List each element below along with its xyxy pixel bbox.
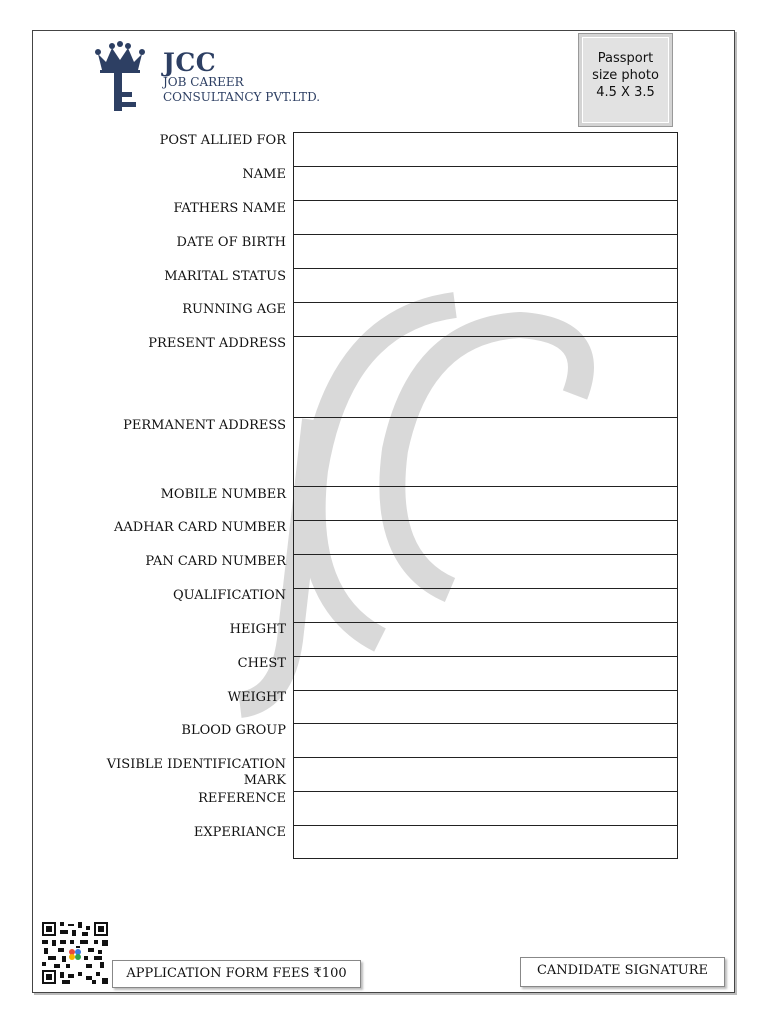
running-age-input[interactable]	[293, 302, 678, 336]
label-visible-identification-mark	[107, 757, 286, 789]
qr-code-icon	[42, 922, 108, 984]
photo-text-line1: Passport	[597, 51, 654, 66]
permanent-address-input[interactable]	[293, 417, 678, 486]
label-running-age: RUNNING AGE	[182, 302, 286, 317]
label-aadhar-card-number: AADHAR CARD NUMBER	[114, 520, 286, 535]
weight-input[interactable]	[293, 690, 678, 723]
logo-subtitle-line2: CONSULTANCY PVT.LTD.	[163, 90, 321, 104]
logo-title: JCC	[163, 48, 217, 77]
application-form-fees-button[interactable]: APPLICATION FORM FEES ₹100	[112, 960, 361, 988]
post-allied-for-input[interactable]	[293, 132, 678, 166]
label-weight: WEIGHT	[227, 690, 286, 705]
qualification-input[interactable]	[293, 588, 678, 622]
logo-subtitle-line1: JOB CAREER	[163, 75, 244, 89]
photo-text-line2: size photo	[592, 68, 659, 83]
label-name: NAME	[242, 167, 286, 182]
label-mobile-number: MOBILE NUMBER	[160, 487, 286, 502]
label-chest: CHEST	[237, 656, 286, 671]
label-marital-status: MARITAL STATUS	[164, 269, 286, 284]
name-input[interactable]	[293, 166, 678, 200]
blood-group-input[interactable]	[293, 723, 678, 757]
visible-identification-mark-input[interactable]	[293, 757, 678, 791]
marital-status-input[interactable]	[293, 268, 678, 302]
chest-input[interactable]	[293, 656, 678, 690]
label-present-address: PRESENT ADDRESS	[148, 336, 286, 351]
candidate-signature-button[interactable]: CANDIDATE SIGNATURE	[520, 957, 725, 987]
crown-key-icon	[94, 40, 146, 114]
label-visible-identification-line2: MARK	[243, 773, 286, 788]
label-height: HEIGHT	[229, 622, 286, 637]
label-pan-card-number: PAN CARD NUMBER	[145, 554, 286, 569]
photo-text-line3: 4.5 X 3.5	[596, 85, 655, 100]
label-post-allied-for: POST ALLIED FOR	[159, 133, 286, 148]
passport-photo-box[interactable]	[578, 33, 673, 127]
fathers-name-input[interactable]	[293, 200, 678, 234]
pan-card-number-input[interactable]	[293, 554, 678, 588]
present-address-input[interactable]	[293, 336, 678, 417]
label-experiance: EXPERIANCE	[193, 825, 286, 840]
height-input[interactable]	[293, 622, 678, 656]
date-of-birth-input[interactable]	[293, 234, 678, 268]
mobile-number-input[interactable]	[293, 486, 678, 520]
label-permanent-address: PERMANENT ADDRESS	[123, 418, 286, 433]
label-visible-identification-line1: VISIBLE IDENTIFICATION	[106, 757, 286, 772]
label-date-of-birth: DATE OF BIRTH	[176, 235, 286, 250]
label-qualification: QUALIFICATION	[173, 588, 286, 603]
label-fathers-name: FATHERS NAME	[173, 201, 286, 216]
reference-input[interactable]	[293, 791, 678, 825]
label-reference: REFERENCE	[198, 791, 286, 806]
passport-photo-placeholder	[582, 37, 669, 123]
aadhar-card-number-input[interactable]	[293, 520, 678, 554]
experiance-input[interactable]	[293, 825, 678, 859]
label-blood-group: BLOOD GROUP	[181, 723, 286, 738]
